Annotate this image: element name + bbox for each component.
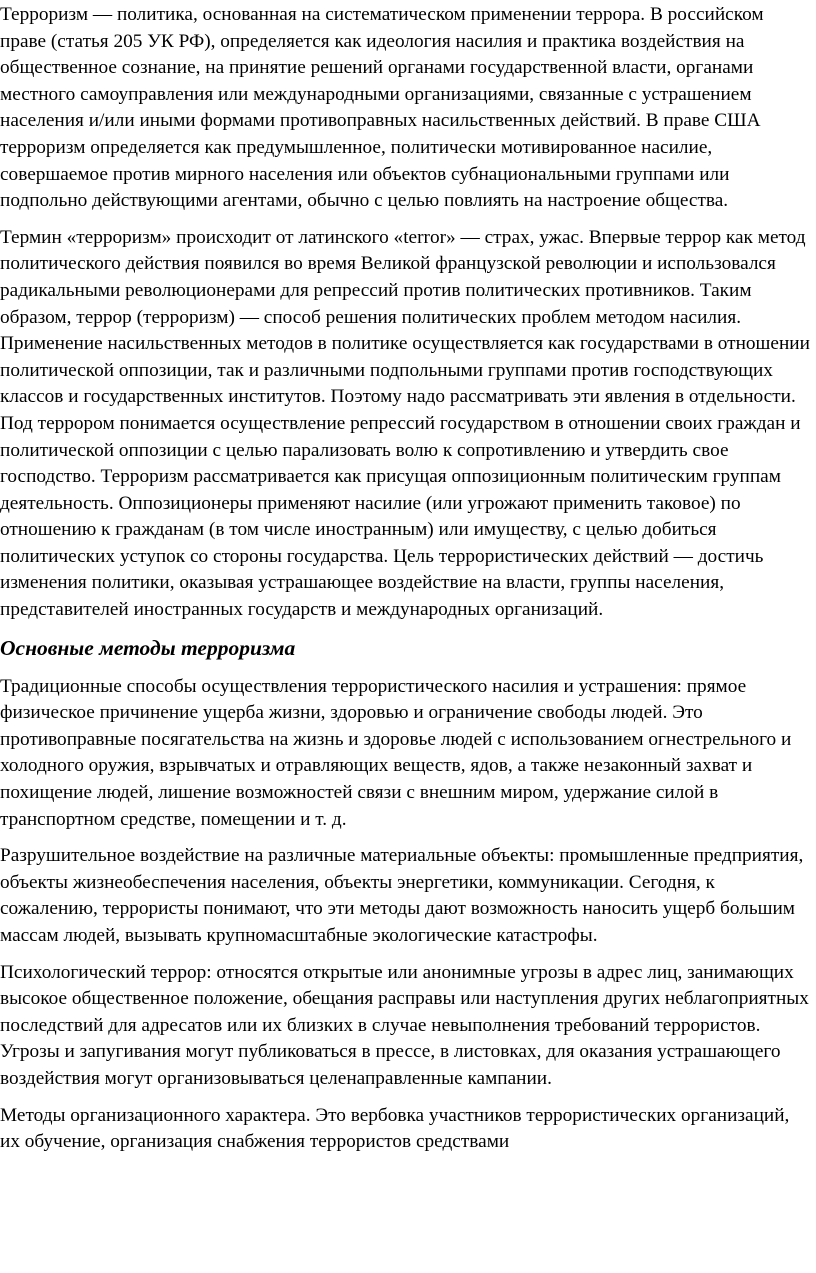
paragraph-psychological-terror: Психологический террор: относятся открытые или анонимные угрозы в адрес лиц, занимающих высокое общественное положение, обещания расправы или наступления других неблагоприятных последствий для адресатов или их близких в случае невыполнения требований террористов. Угрозы и запугивания могут публиковаться в прессе, в листовках, для оказания устрашающего воздействия могут организовываться целенаправленные кампании. [0,961,809,1089]
section-heading-methods: Основные методы терроризма [0,635,296,660]
paragraph-terrorism-definition: Терроризм — политика, основанная на систематическом применении террора. В российском праве (статья 205 УК РФ), определяется как идеология насилия и практика воздействия на общественное сознание, на принятие решений органами государственной власти, органами местного самоуправления или международными организациями, связанные с устрашением населения и/или иными формами противоправных насильственных действий. В праве США терроризм определяется как предумышленное, политически мотивированное насилие, совершаемое против мирного населения или объектов субнациональными группами или подпольно действующими агентами, обычно с целью повлиять на настроение общества. [0,4,764,212]
paragraph-traditional-methods: Традиционные способы осуществления террористического насилия и устрашения: прямое физическое причинение ущерба жизни, здоровью и ограничение свободы людей. Это противоправные посягательства на жизнь и здоровье людей с использованием огнестрельного и холодного оружия, взрывчатых и отравляющих веществ, ядов, а также незаконный захват и похищение людей, лишение возможностей связи с внешним миром, удержание силой в транспортном средстве, помещении и т. д. [0,675,792,830]
paragraph-organizational-methods: Методы организационного характера. Это вербовка участников террористических организаций, их обучение, организация снабжения террористов средствами [0,1104,790,1153]
paragraph-destructive-impact: Разрушительное воздействие на различные материальные объекты: промышленные предприятия, объекты жизнеобеспечения населения, объекты энергетики, коммуникации. Сегодня, к сожалению, террористы понимают, что эти методы дают возможность наносить ущерб большим массам людей, вызывать крупномасштабные экологические катастрофы. [0,845,804,946]
paragraph-term-origin: Термин «терроризм» происходит от латинского «terror» — страх, ужас. Впервые террор как метод политического действия появился во время Великой французской революции и использовался радикальными революционерами для репрессий против политических противников. Таким образом, террор (терроризм) — способ решения политических проблем методом насилия. Применение насильственных методов в политике осуществляется как государствами в отношении политической оппозиции, так и различными подпольными группами против господствующих классов и государственных институтов. Поэтому надо рассматривать эти явления в отдельности. Под террором понимается осуществление репрессий государством в отношении своих граждан и политической оппозиции с целью парализовать волю к сопротивлению и утвердить свое господство. Терроризм рассматривается как присущая оппозиционным политическим группам деятельность. Оппозиционеры применяют насилие (или угрожают применить таковое) по отношению к гражданам (в том числе иностранным) или имуществу, с целью добиться политических уступок со стороны государства. Цель террористических действий — достичь изменения политики, оказывая устрашающее воздействие на власти, группы населения, представителей иностранных государств и международных организаций. [0,226,810,621]
